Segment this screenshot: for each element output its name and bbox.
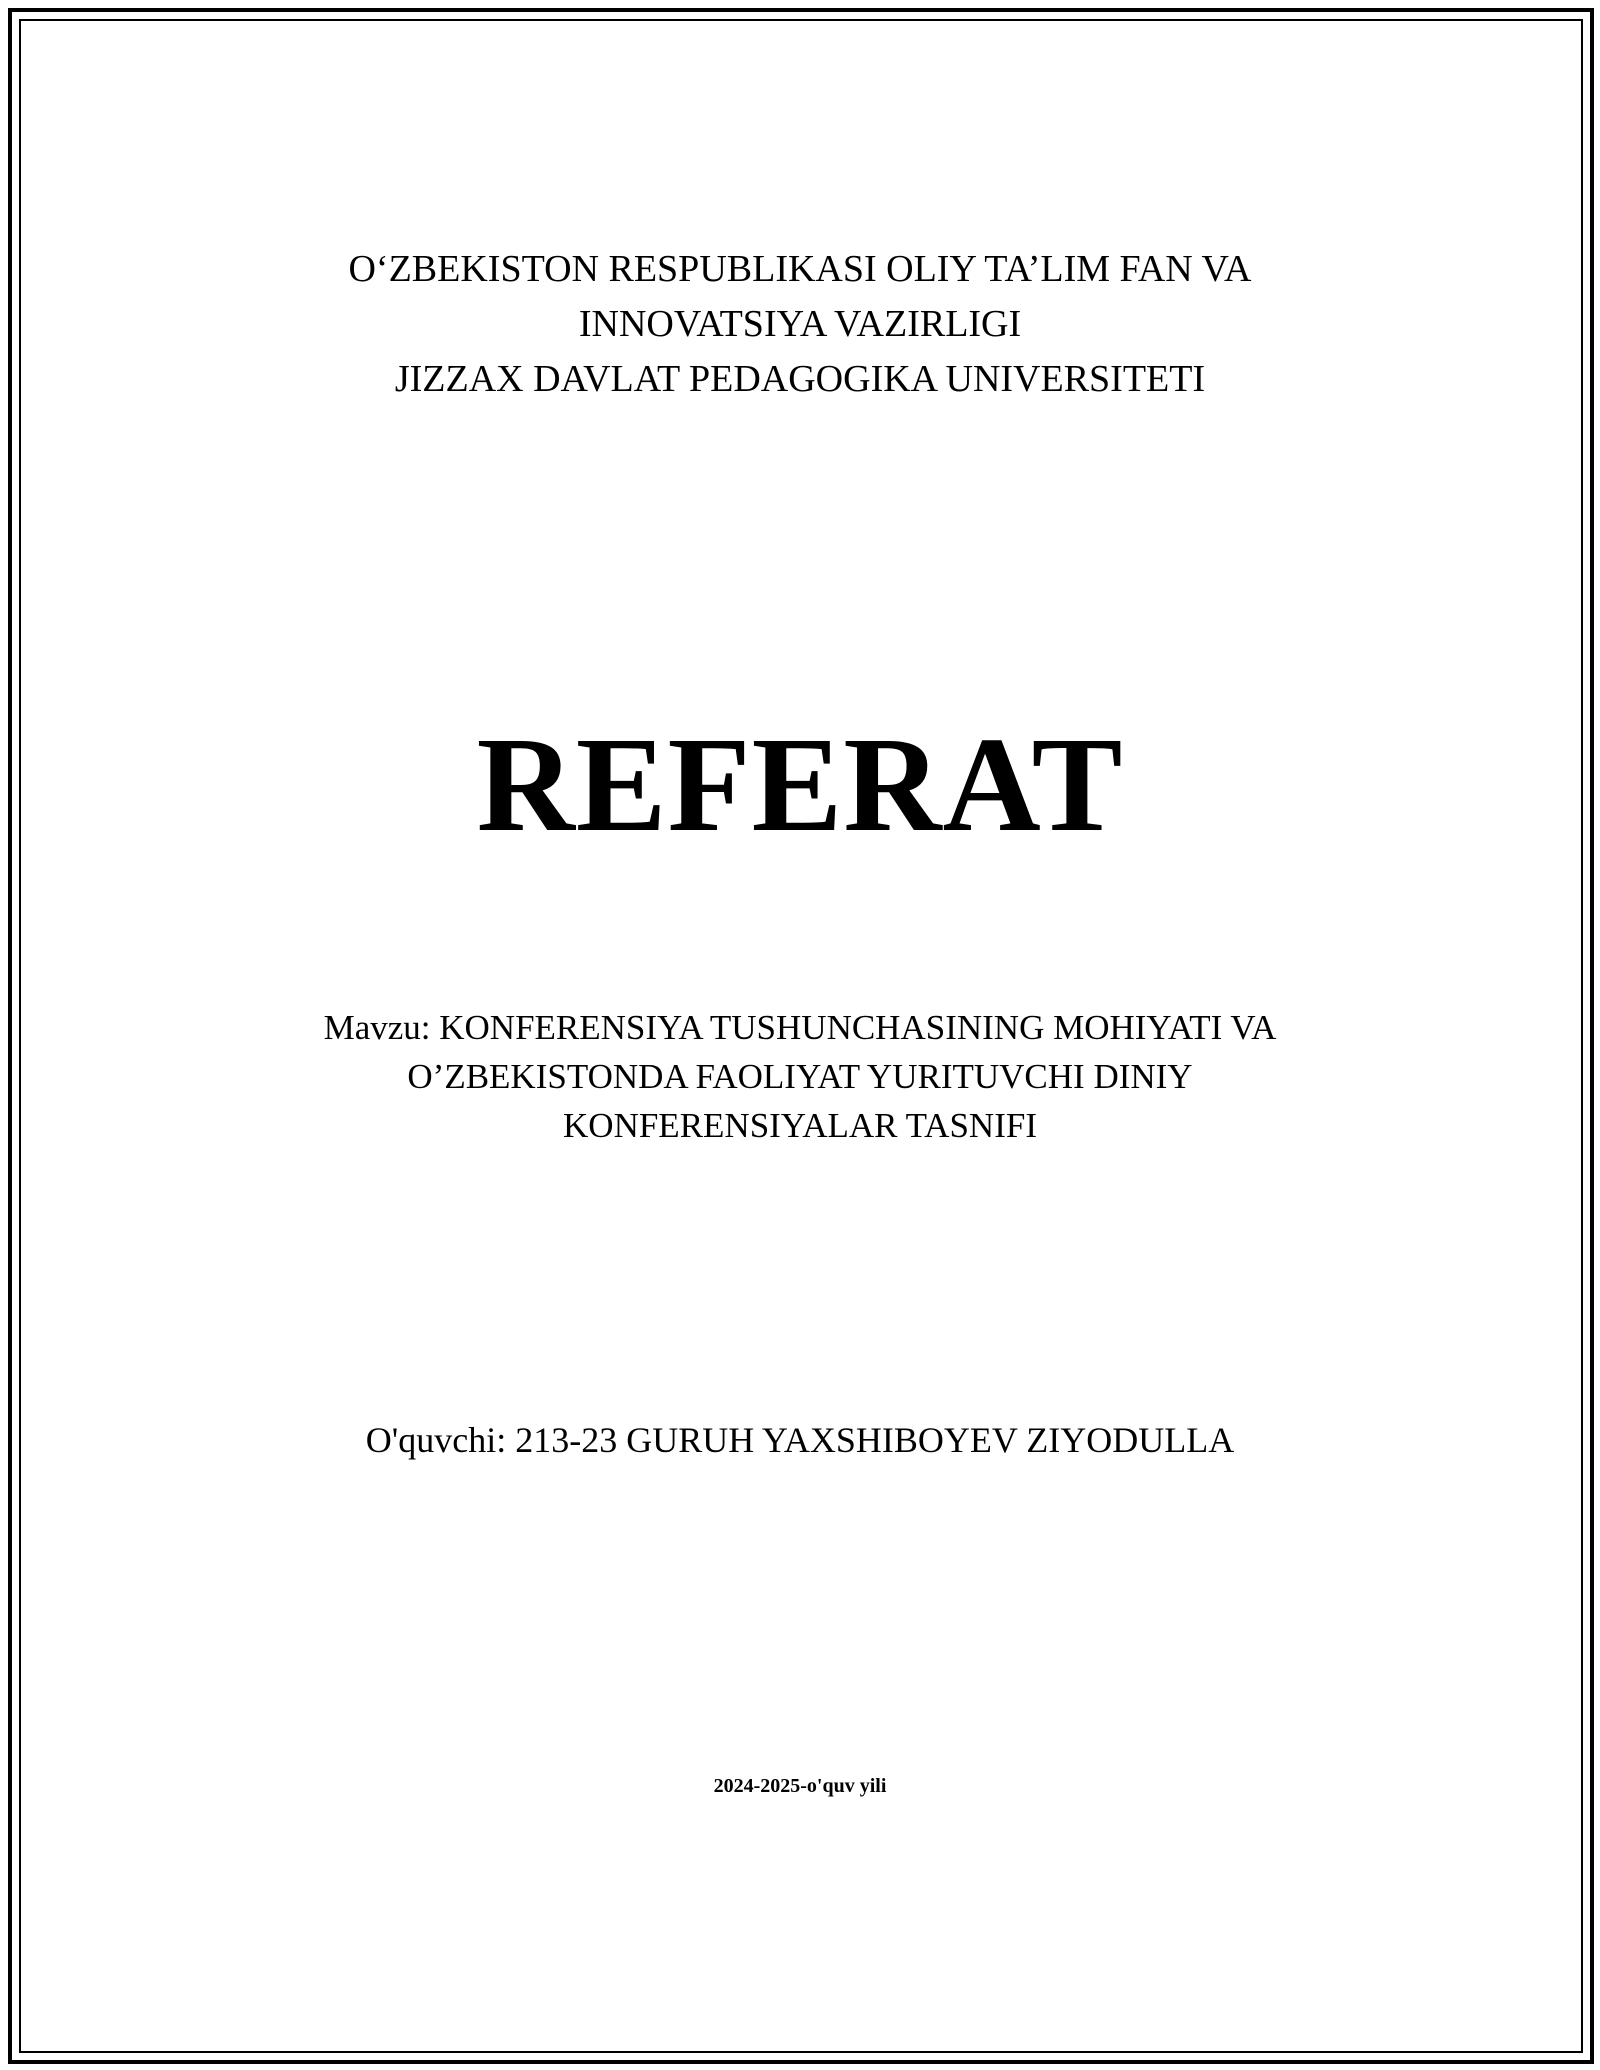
header-line-1: O‘ZBEKISTON RESPUBLIKASI OLIY TA’LIM FAN VA	[348, 248, 1252, 290]
document-title: REFERAT	[476, 710, 1124, 860]
topic-block	[0, 1003, 1600, 1150]
header-line-3: JIZZAX DAVLAT PEDAGOGIKA UNIVERSITETI	[394, 358, 1206, 400]
topic-line-3: KONFERENSIYALAR TASNIFI	[563, 1106, 1037, 1145]
topic-line-1: Mavzu: KONFERENSIYA TUSHUNCHASINING MOHIYATI VA	[323, 1008, 1277, 1047]
student-info: O'quvchi: 213-23 GURUH YAXSHIBOYEV ZIYODULLA	[365, 1420, 1235, 1460]
header-line-2: INNOVATSIYA VAZIRLIGI	[578, 303, 1022, 345]
ministry-header	[0, 242, 1600, 407]
topic-line-2: O’ZBEKISTONDA FAOLIYAT YURITUVCHI DINIY	[407, 1057, 1193, 1096]
academic-year: 2024-2025-o'quv yili	[713, 1775, 887, 1797]
